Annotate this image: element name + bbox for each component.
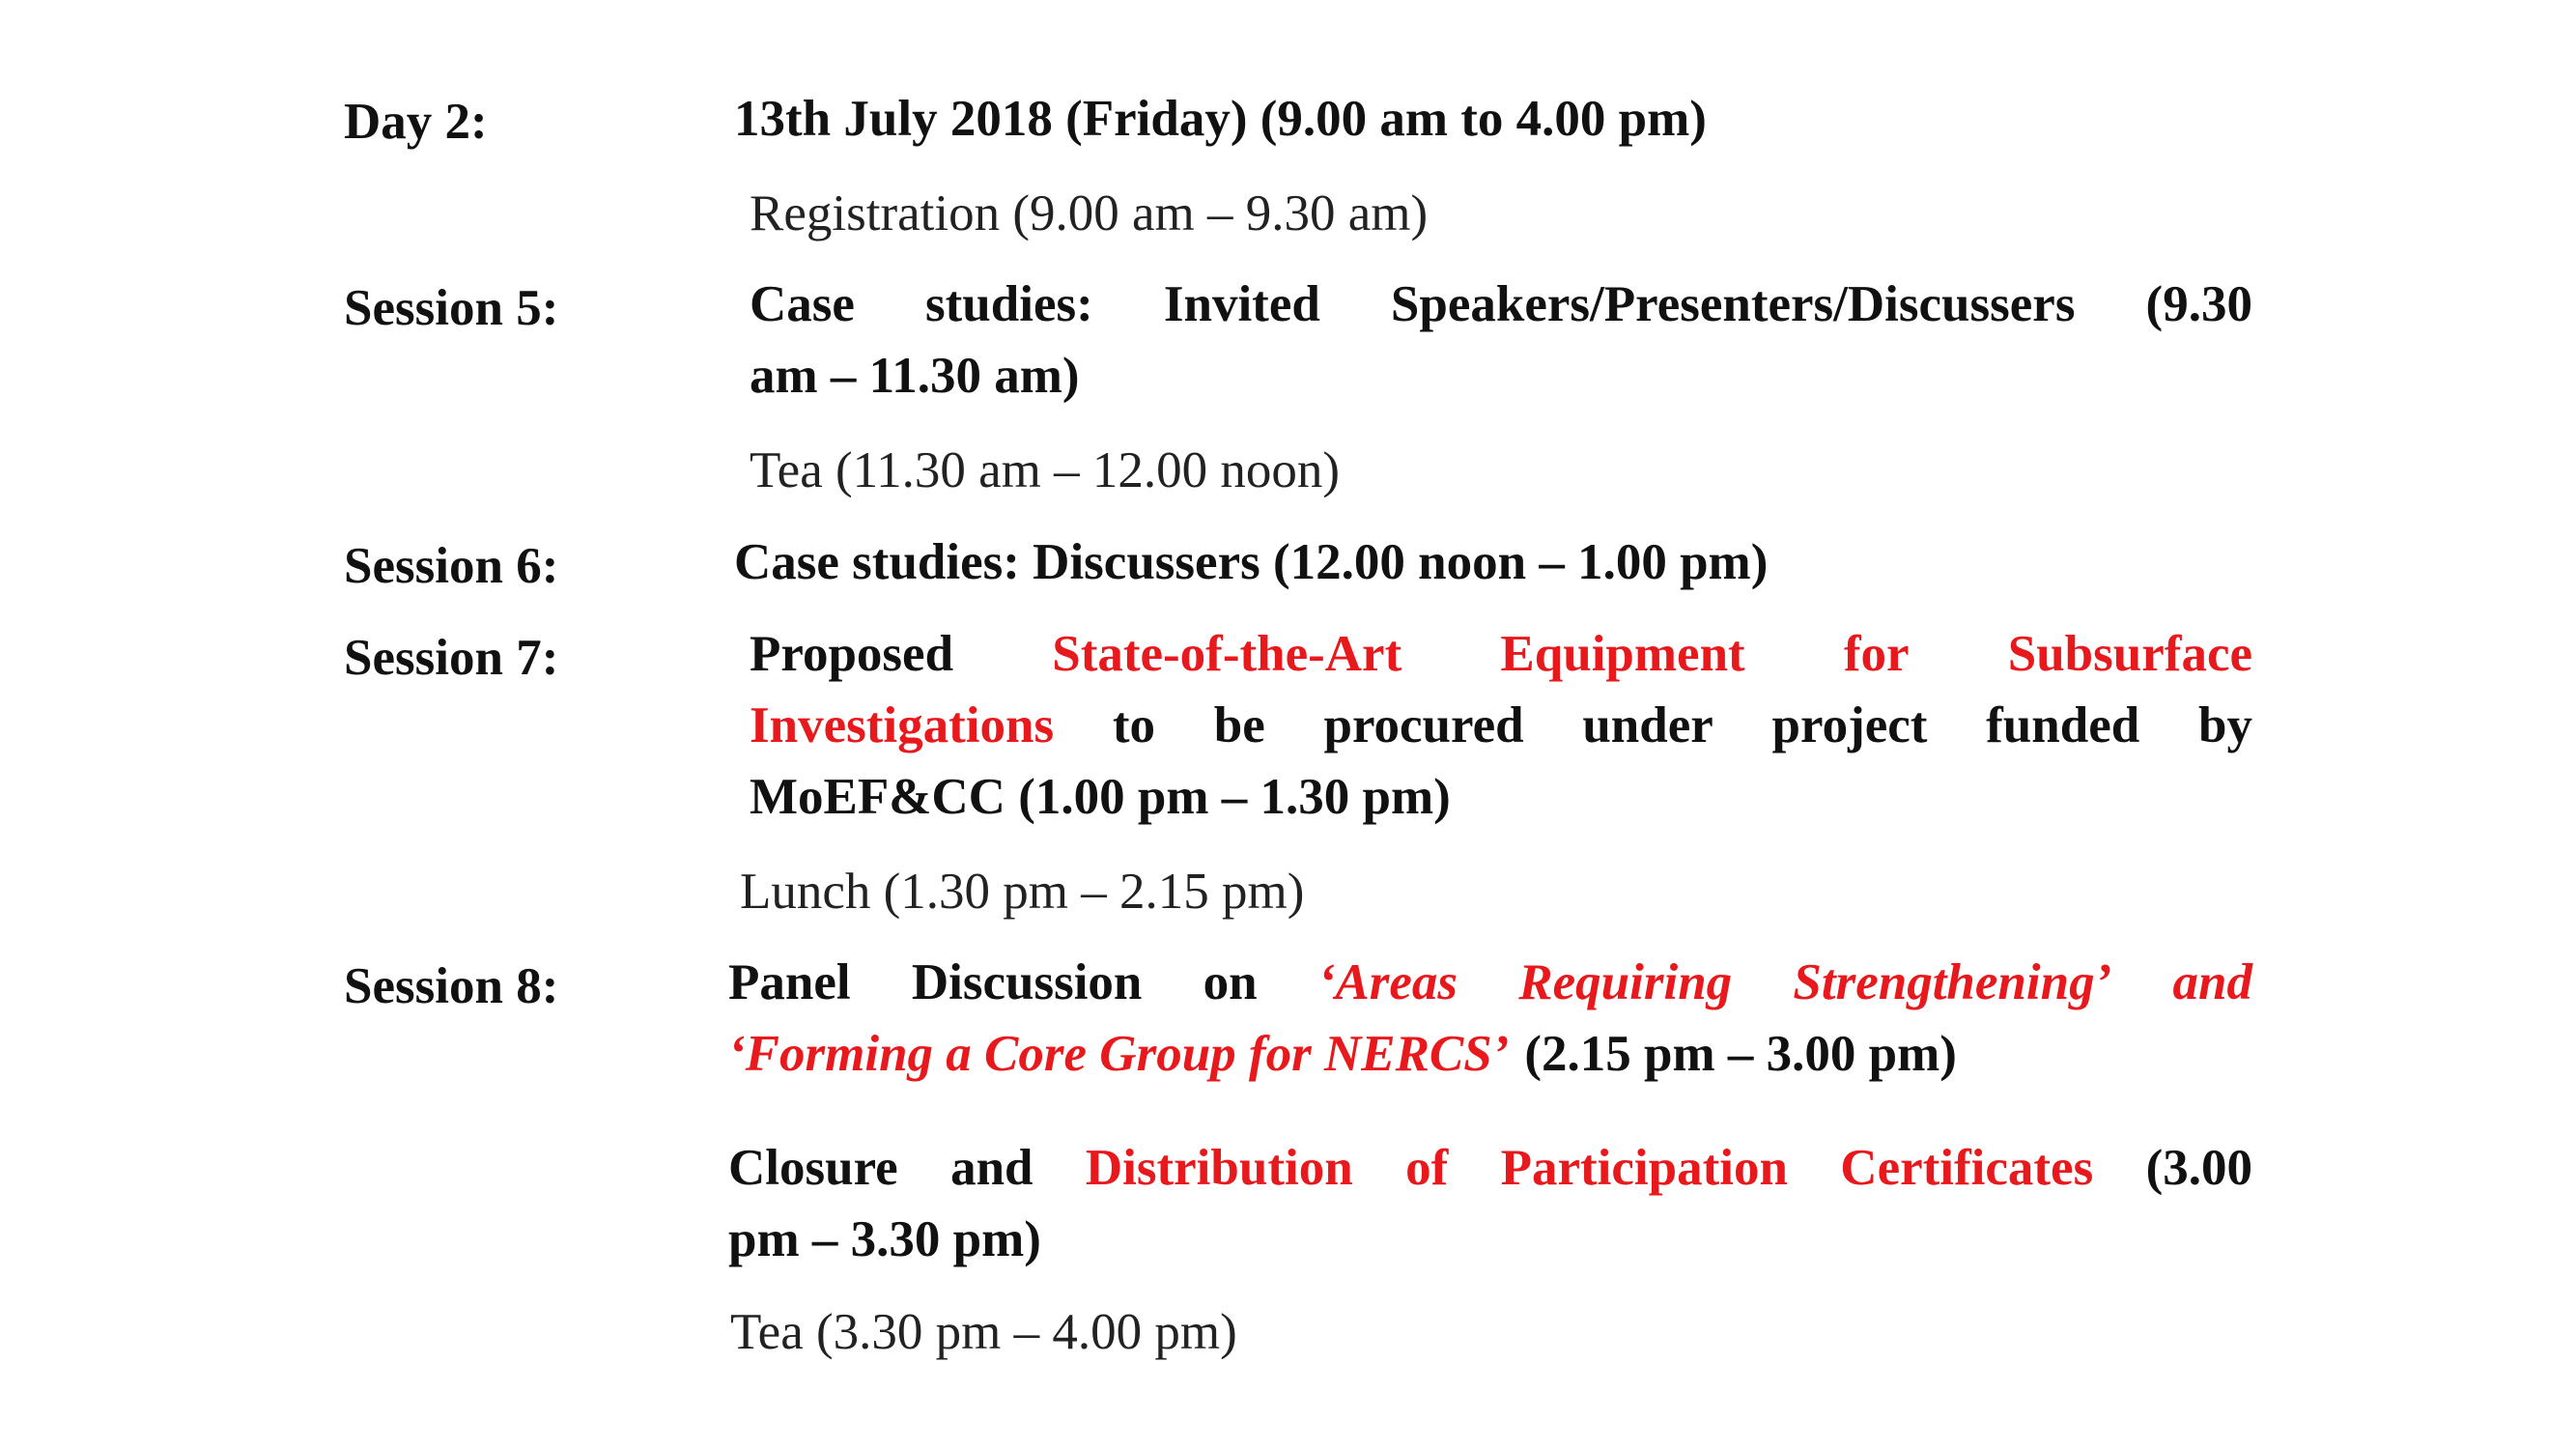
session-7-word: procured xyxy=(1323,697,1524,753)
session-5-word: Case xyxy=(750,276,855,332)
session-8-highlight: Requiring xyxy=(1518,954,1733,1010)
session-8-highlight: Strengthening’ xyxy=(1793,954,2112,1010)
session-8-line-1 xyxy=(728,947,2252,1018)
session-7-line-3 xyxy=(750,761,2252,833)
session-7-line-1 xyxy=(750,618,2252,690)
session-5-line-2 xyxy=(750,340,2252,412)
session-7-block xyxy=(750,618,2252,833)
session-7-word: be xyxy=(1213,697,1265,753)
session-8-word: Panel xyxy=(728,954,851,1010)
session-7-word: funded xyxy=(1986,697,2140,753)
session-6-label: Session 6: xyxy=(344,538,559,594)
session-8-word: Discussion xyxy=(911,954,1143,1010)
session-8-highlight: ‘Areas xyxy=(1317,954,1458,1010)
session-8-word: on xyxy=(1203,954,1258,1010)
session-7-highlight: Subsurface xyxy=(2007,626,2252,682)
session-7-highlight: Equipment xyxy=(1500,626,1745,682)
session-7-word: Proposed xyxy=(750,626,954,682)
session-7-time: MoEF&CC (1.00 pm – 1.30 pm) xyxy=(750,769,1451,825)
session-7-word: project xyxy=(1771,697,1928,753)
session-5-block xyxy=(750,269,2252,412)
session-8-line-2 xyxy=(728,1018,2252,1090)
session-7-line-2 xyxy=(750,690,2252,761)
session-8-highlight: and xyxy=(2172,954,2252,1010)
session-5-word: studies: xyxy=(925,276,1093,332)
closure-highlight: Certificates xyxy=(1840,1140,2094,1196)
session-5-word: Invited xyxy=(1163,276,1320,332)
closure-highlight: of xyxy=(1405,1140,1449,1196)
session-6-title: Case studies: Discussers (12.00 noon – 1.00 pm) xyxy=(734,534,1769,590)
tea-break-morning: Tea (11.30 am – 12.00 noon) xyxy=(750,442,1341,498)
session-8-highlight: ‘Forming a Core Group for NERCS’ xyxy=(728,1026,1510,1082)
session-7-label: Session 7: xyxy=(344,630,559,686)
session-5-time: am – 11.30 am) xyxy=(750,348,1080,404)
session-5-word: Speakers/Presenters/Discussers xyxy=(1390,276,2076,332)
session-7-word: by xyxy=(2197,697,2252,753)
registration-item: Registration (9.00 am – 9.30 am) xyxy=(750,185,1429,242)
session-7-word: under xyxy=(1582,697,1713,753)
session-5-word: (9.30 xyxy=(2145,276,2252,332)
session-7-highlight: Investigations xyxy=(750,697,1055,753)
session-5-line-1 xyxy=(750,269,2252,340)
closure-word: (3.00 xyxy=(2145,1140,2252,1196)
closure-highlight: Distribution xyxy=(1085,1140,1353,1196)
session-8-label: Session 8: xyxy=(344,958,559,1014)
session-7-word: to xyxy=(1112,697,1155,753)
tea-break-afternoon: Tea (3.30 pm – 4.00 pm) xyxy=(730,1304,1237,1360)
closure-block xyxy=(728,1132,2252,1275)
lunch-break: Lunch (1.30 pm – 2.15 pm) xyxy=(740,864,1305,920)
session-8-time: (2.15 pm – 3.00 pm) xyxy=(1524,1026,1957,1082)
day-date: 13th July 2018 (Friday) (9.00 am to 4.00 pm) xyxy=(734,91,1707,147)
closure-highlight: Participation xyxy=(1500,1140,1788,1196)
closure-word: Closure xyxy=(728,1140,898,1196)
closure-word: and xyxy=(950,1140,1033,1196)
day-label: Day 2: xyxy=(344,94,488,150)
session-8-block xyxy=(728,947,2252,1090)
closure-line-2 xyxy=(728,1204,2252,1275)
session-7-highlight: State-of-the-Art xyxy=(1052,626,1402,682)
session-7-highlight: for xyxy=(1843,626,1910,682)
closure-time: pm – 3.30 pm) xyxy=(728,1211,1041,1267)
session-5-label: Session 5: xyxy=(344,280,559,336)
closure-line-1 xyxy=(728,1132,2252,1204)
